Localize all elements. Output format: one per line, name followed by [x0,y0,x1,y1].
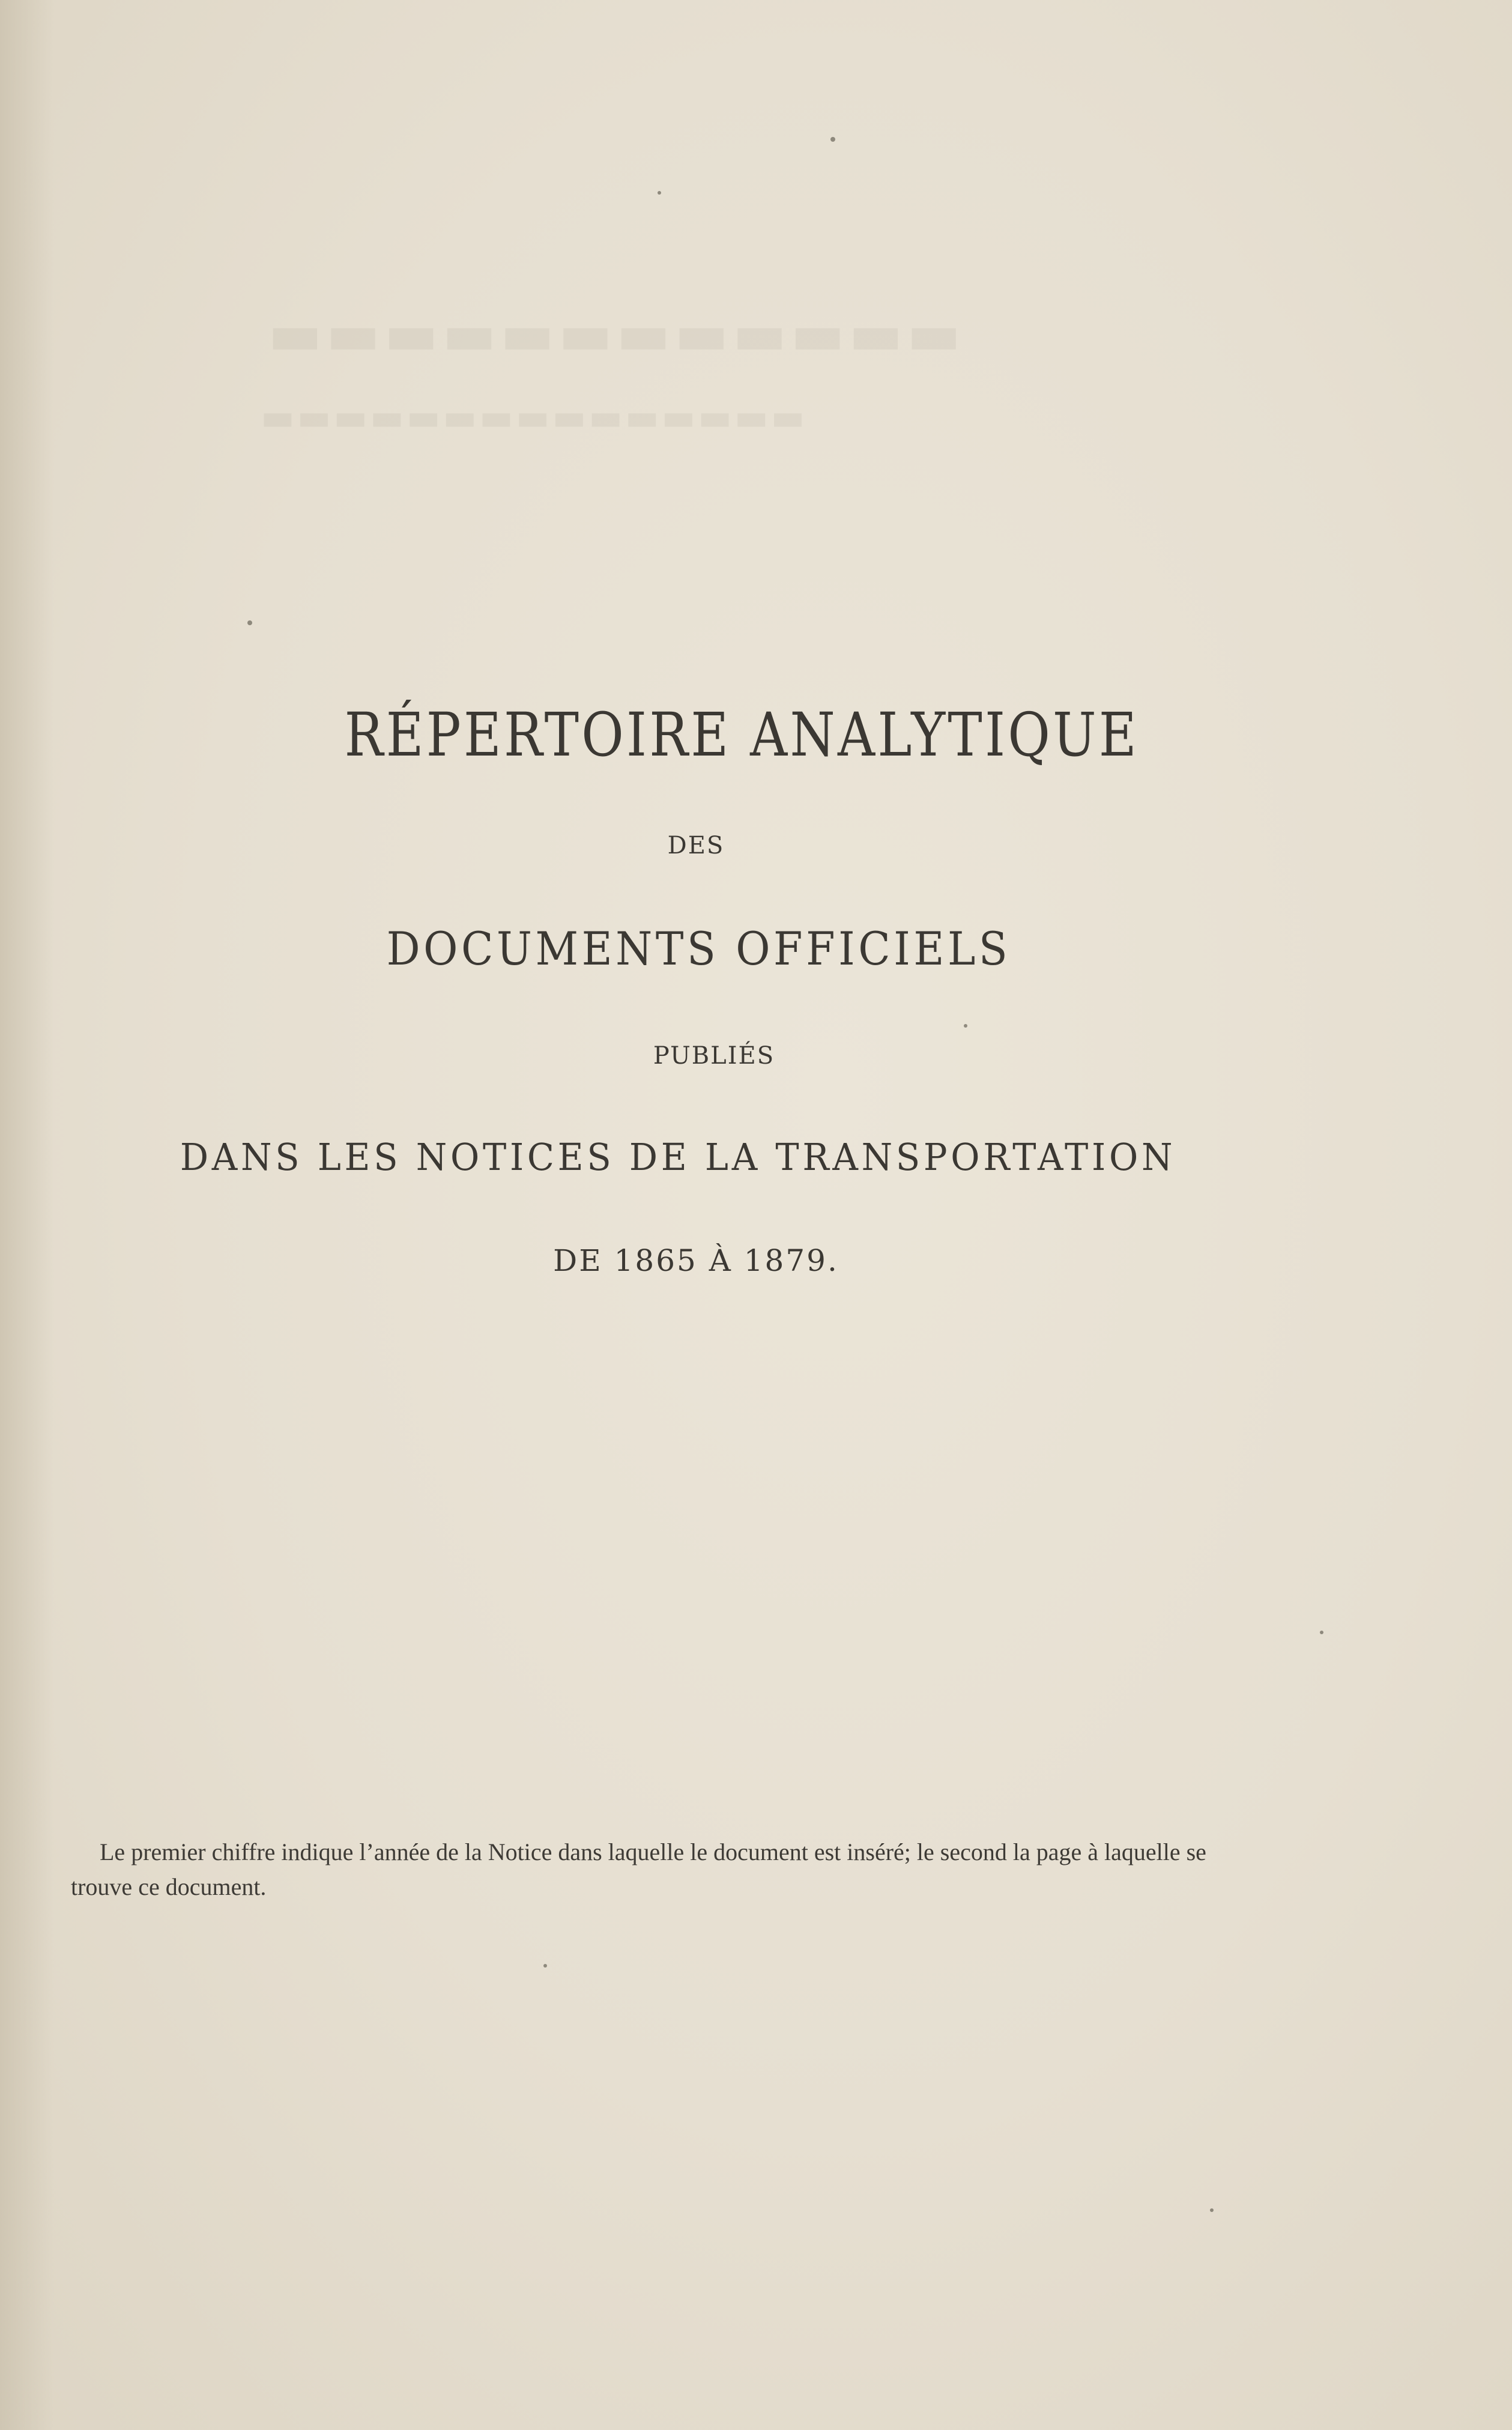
title-line-notices: DANS LES NOTICES DE LA TRANSPORTATION [180,1135,1176,1179]
ink-speck [964,1024,967,1028]
ink-speck [1320,1631,1323,1634]
bleed-through-decoration: ▬▬▬▬▬▬▬▬▬▬▬▬ [264,300,961,368]
footnote: Le premier chiffre indique l’année de la Notice dans laquelle le document est inséré; le second la page à laquelle se trouve ce document. [71,1838,1206,1900]
title-line-des: DES [667,832,725,859]
ink-speck [830,137,835,142]
ink-speck [658,191,661,195]
title-line-dates: DE 1865 À 1879. [553,1243,839,1278]
title-line-documents: DOCUMENTS OFFICIELS [386,922,1011,975]
bleed-through-decoration: ▬▬▬▬▬▬▬▬▬▬▬▬▬▬▬ [258,396,805,438]
ink-speck [247,620,252,625]
title-line-publies: PUBLIÉS [653,1042,775,1070]
ink-speck [1210,2208,1214,2212]
ink-speck [543,1964,547,1968]
document-title: RÉPERTOIRE ANALYTIQUE [344,700,1140,770]
